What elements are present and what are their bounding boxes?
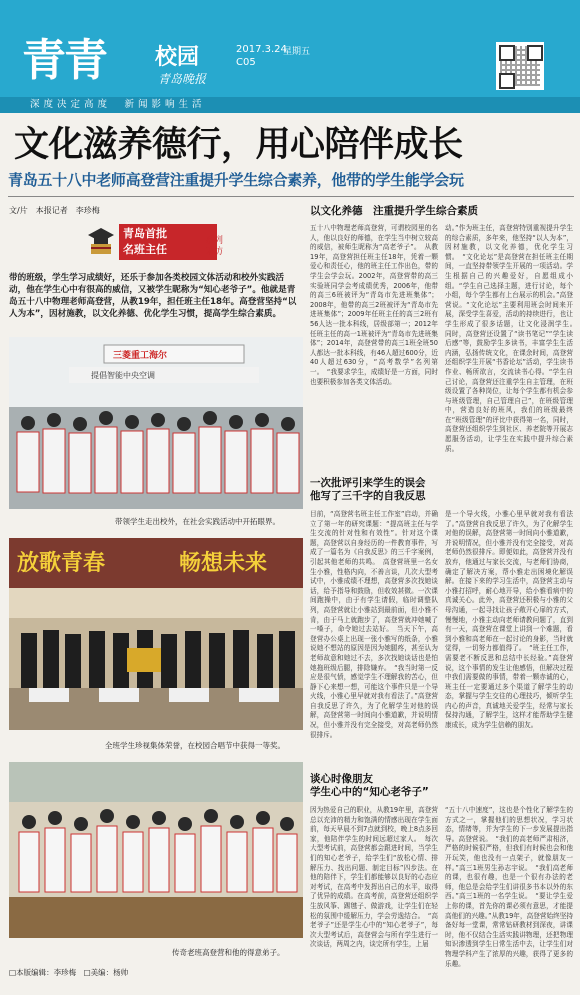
- section3-col2: “五十八中速度”，这也是个性化了解学生的方式之一，掌握他们的思想状况，学习状态，情绪等，并为学生的下一步发展提出指导。高登营说。 “我们的高老师严肃相济，严格的时候很严格，但我们有时候也会和他开玩笑，他也没有一点架子，就像朋友一样。”高三1班男生孙志宇说。 “我们高老师的课，也很有趣，也是一个很有办法的老师，他总是会给学生们讲很多书本以外的东西。”高三1班的一名学生说。 “要让学生爱上你的课，首先你的课必须有意思，才能提高他们的兴趣。”从教19年，高登营始终坚持备好每一堂课，常常钻研教材到深夜，讲课时，他不仅结合生活实践讲物理，还把物理知识渗透到学生日常生活中去，让学生们对物理学科产生了浓厚的兴趣，获得了更多的乐趣。: [445, 806, 573, 968]
- photo-field-trip-image: [9, 337, 303, 509]
- section1-heading: 以文化养德 注重提升学生综合素质: [310, 205, 478, 217]
- photo1-caption: 带领学生走出校外，在社会实践活动中开拓眼界。: [115, 517, 280, 526]
- divider: [8, 196, 574, 197]
- series-label: 系列采访: [205, 236, 224, 257]
- article-subheadline: 青岛五十八中老师高登营注重提升学生综合素养，他带的学生能学会玩: [8, 171, 464, 189]
- issue-date: 2017.3.24: [236, 44, 287, 55]
- section2-col2: 是一个导火线，小雅心里早就对我有看法了。”高登营自我反思了许久，为了化解学生对他的误解，高登营第一时间向小雅道歉，并说明情况，但小雅并没有完全接受，对高老师仍然很排斥。即便如此，高登营并没有放弃，他通过与家长交流，与老师们协商，确定了解决方案，帮小雅走出困境化解误解。在接下来的学习生活中，高登营主动与小雅打招呼，耐心地开导，给小雅看病中的真诚关心。此外，高登营还积极与小雅的父母沟通，一起寻找让孩子敞开心扉的方式，慢慢地，小雅主动向老师请教问题了，直到有一天，高登营在课堂上讲到一个难题，看到小雅和高老师在一起讨论的身影，当时就觉得，一切努力都值得了。 “班主任工作，需要老不断反思和总结中长经验。”高登营说，这个事情的发生让他感悟，但解决过程中我们需要做的事情，带着一颗赤诚的心，班主任一定要通过多个渠道了解学生的动态，掌握与学生交往的心理技巧，倾听学生内心的声音，真诚地关爱学生，经常与家长保持沟通，了解学生，这样才能帮助学生健康成长，成为学生信赖的朋友。: [445, 510, 573, 730]
- slogan-strip: 深度决定高度 新闻影响生活: [0, 97, 580, 113]
- byline: 文/片 本报记者 李珍梅: [9, 206, 100, 215]
- section2-heading-line2: 他写了三千字的自我反思: [310, 490, 426, 502]
- section1-col1: 五十八中物理老师高登营，可谓校园里的名人，他以良好的师德，在学生当中树立较高的威信，被师生昵称为“高老爷子”。 从教19年，高登营担任班主任18年，凭着一颗爱心和责任心，他的班主任工作出色，带的学生会学会玩。2002年，高登营带的高三实验班同学会考成绩优秀，2006年，他带的高三6班被评为“青岛市先进班集体”；2008年，他带的高三2班被评为“青岛市先进班集体”；2009年任班主任的高三2班有56人达一批本科线，居级部第一；2012年任班主任的高一1班被评为“青岛市先进班集体”；2014年，高登营带的高三1班全班50人都达一批本科线，有46人超过600分，近40人超过630分，“高考数学”名列第一。 “我要求学生，成绩好是一方面，同时也要积极参加各类文体活动。: [310, 224, 438, 386]
- photo2-banner-left: 放歌青春: [17, 550, 106, 576]
- photo-classroom: [9, 762, 303, 938]
- section3-heading-line2: 学生心中的“知心老爷子”: [310, 786, 429, 798]
- series-badge: [87, 222, 233, 266]
- page-number: C05: [236, 57, 256, 68]
- issue-weekday: 星期五: [283, 47, 311, 57]
- section2-heading: [310, 477, 572, 503]
- section-name: 校园: [155, 45, 200, 70]
- photo1-sign-text: 提倡智能中央空调: [91, 371, 155, 380]
- photo-classroom-image: [9, 762, 303, 938]
- section3-heading-line1: 谈心时像朋友: [310, 773, 373, 785]
- section2-col1: 目前，“高登营名班主任工作室”启动，并确立了第一年的研究课题：“提高班主任与学生交流的针对性和有效性”。针对这个课题，高登营以自身经历的一件教育事件，写成了一篇名为《自我反思》的三千字案例，引起其他老师的共鸣。 高登营班里一名女生小雅，性格内向，不善言谈，几次大型考试中，小雅成绩不理想，高登营多次找她谈话，给予指导和鼓励，但收效甚微。一次课间跑操中，由于有学生请假，临时调整队列，高登营就让小雅站到最前面，但小雅不肯，由于马上就跑步了，高登营就冲她喊了一嗓子，命令她过去站好。 当天下午，高登营办公桌上出现一张小雅写的纸条，小雅说她不想站的原因是因为她腿疼，甚至认为老师故意和她过不去，多次找她谈话也是怕她拖班级后腿，排除嫌弃。 “我当时第一反应是很气愤，感觉学生不理解我的苦心，但静下心来想一想，可能这个事件只是一个导火线，小雅心里早就对我有看法了。”高登营自我反思了许久，为了化解学生对他的误解，高登营第一时间向小雅道歉，并说明情况，但小雅并没有完全接受，对高老师仍然很排斥。: [310, 510, 438, 739]
- photo2-banner-right: 畅想未来: [179, 550, 268, 576]
- article-intro: 带的班级，学生学习成绩好，还乐于参加各类校园文体活动和校外实践活动，他在学生心中有很高的威信，又被学生昵称为“知心老爷子”。他就是青岛五十八中物理老师高登营，从教19年，担任班主任18年。高登营坚持“以人为本”，因材施教，以文化养德、优化学生习惯，提高学生综合素质。: [9, 273, 297, 319]
- section3-heading: [310, 773, 572, 799]
- series-title-line2: 名班主任: [123, 243, 167, 256]
- photo1-banner-text: 三菱重工海尔: [113, 351, 168, 361]
- section1-col2: 动。”作为班主任，高登营特别重视提升学生的综合素质，多年来，他坚持“以人为本”，因材施教，以文化养德，优化学生习惯。 “文化论坛”是高登营在担任班主任期间，一直坚持带领学生开展的一项活动。学生根据自己的兴趣爱好，自愿组成小组。“学生自己选择主题，进行讨论，每个小组，每个学生都有上台展示的机会。”高登营说。“文化论坛”主要利用班会时间来开展，深受学生喜爱，活动的持续进行，也让学生形成了很多话题，让文化浸润学生。 同时，高登营还设置了“读书笔记”“学生读后感”等，鼓励学生多读书，丰富学生生活内涵，弘扬传统文化，在课余时间，高登营还组织学生开展“书香论坛”活动，学生读书作业、畅所欲言，交流读书心得。“学生自己讨论，高登营还注重学生自主管理，在班级设置了各种岗位，让每个学生都有机会参与班级管理，自己管理自己”，在班级管理中，营造良好的班风，我们的班级最终在“班级管理”的评比中获得第一名，同时，高登营还组织学生到社区、养老院等开展志愿服务活动，让学生在实践中提升综合素质。: [445, 224, 580, 453]
- section3-col1: 因为热爱自己的职业，从教19年里，高登营总以充沛的精力和饱满的情感出现在学生面前，每天早晨不到7点就到校，晚上8点多回家，他陪伴学生的时间远超过家人。 每次大型考试前，高登营都会跟进时间，当学生们的知心老爷子，给学生们“放松心情、排解压力、找出问题、制定目标”四步法。在他的陪伴下，学生们都能够以良好的心态应对考试，在高考中发挥出自己的水平，取得了优异的成绩。在高考前，高登营还组织学生放风筝、踢毽子、做游戏，让学生们在轻松的氛围中缓解压力，学会劳逸结合。 “高老爷子”还是学生心中的“知心老爷子”，每次大型考试后，高登营会与所有学生进行一次谈话，两周之内，谈完所有学生，上届: [310, 806, 438, 949]
- article-headline: 文化滋养德行，用心陪伴成长: [14, 124, 463, 165]
- photo2-caption: 全班学生珍视集体荣誉，在校园合唱节中获得一等奖。: [105, 741, 285, 750]
- series-title-line1: 青岛首批: [123, 227, 167, 240]
- masthead-logo: 青青: [22, 35, 106, 86]
- photo-field-trip: [9, 337, 303, 509]
- section2-heading-line1: 一次批评引来学生的误会: [310, 477, 426, 489]
- photo-chorus: [9, 538, 303, 730]
- series-title: [119, 224, 217, 260]
- qr-code-icon[interactable]: [496, 42, 544, 90]
- photo3-caption: 传奇老班高登营和他的得意弟子。: [172, 948, 285, 957]
- graduation-cap-icon: [87, 226, 115, 256]
- brand-subtitle: 青岛晚报: [158, 72, 207, 86]
- masthead: [0, 0, 580, 97]
- page-footer-credits: □本版编辑：李珍梅 □美编：杨帅: [9, 968, 129, 977]
